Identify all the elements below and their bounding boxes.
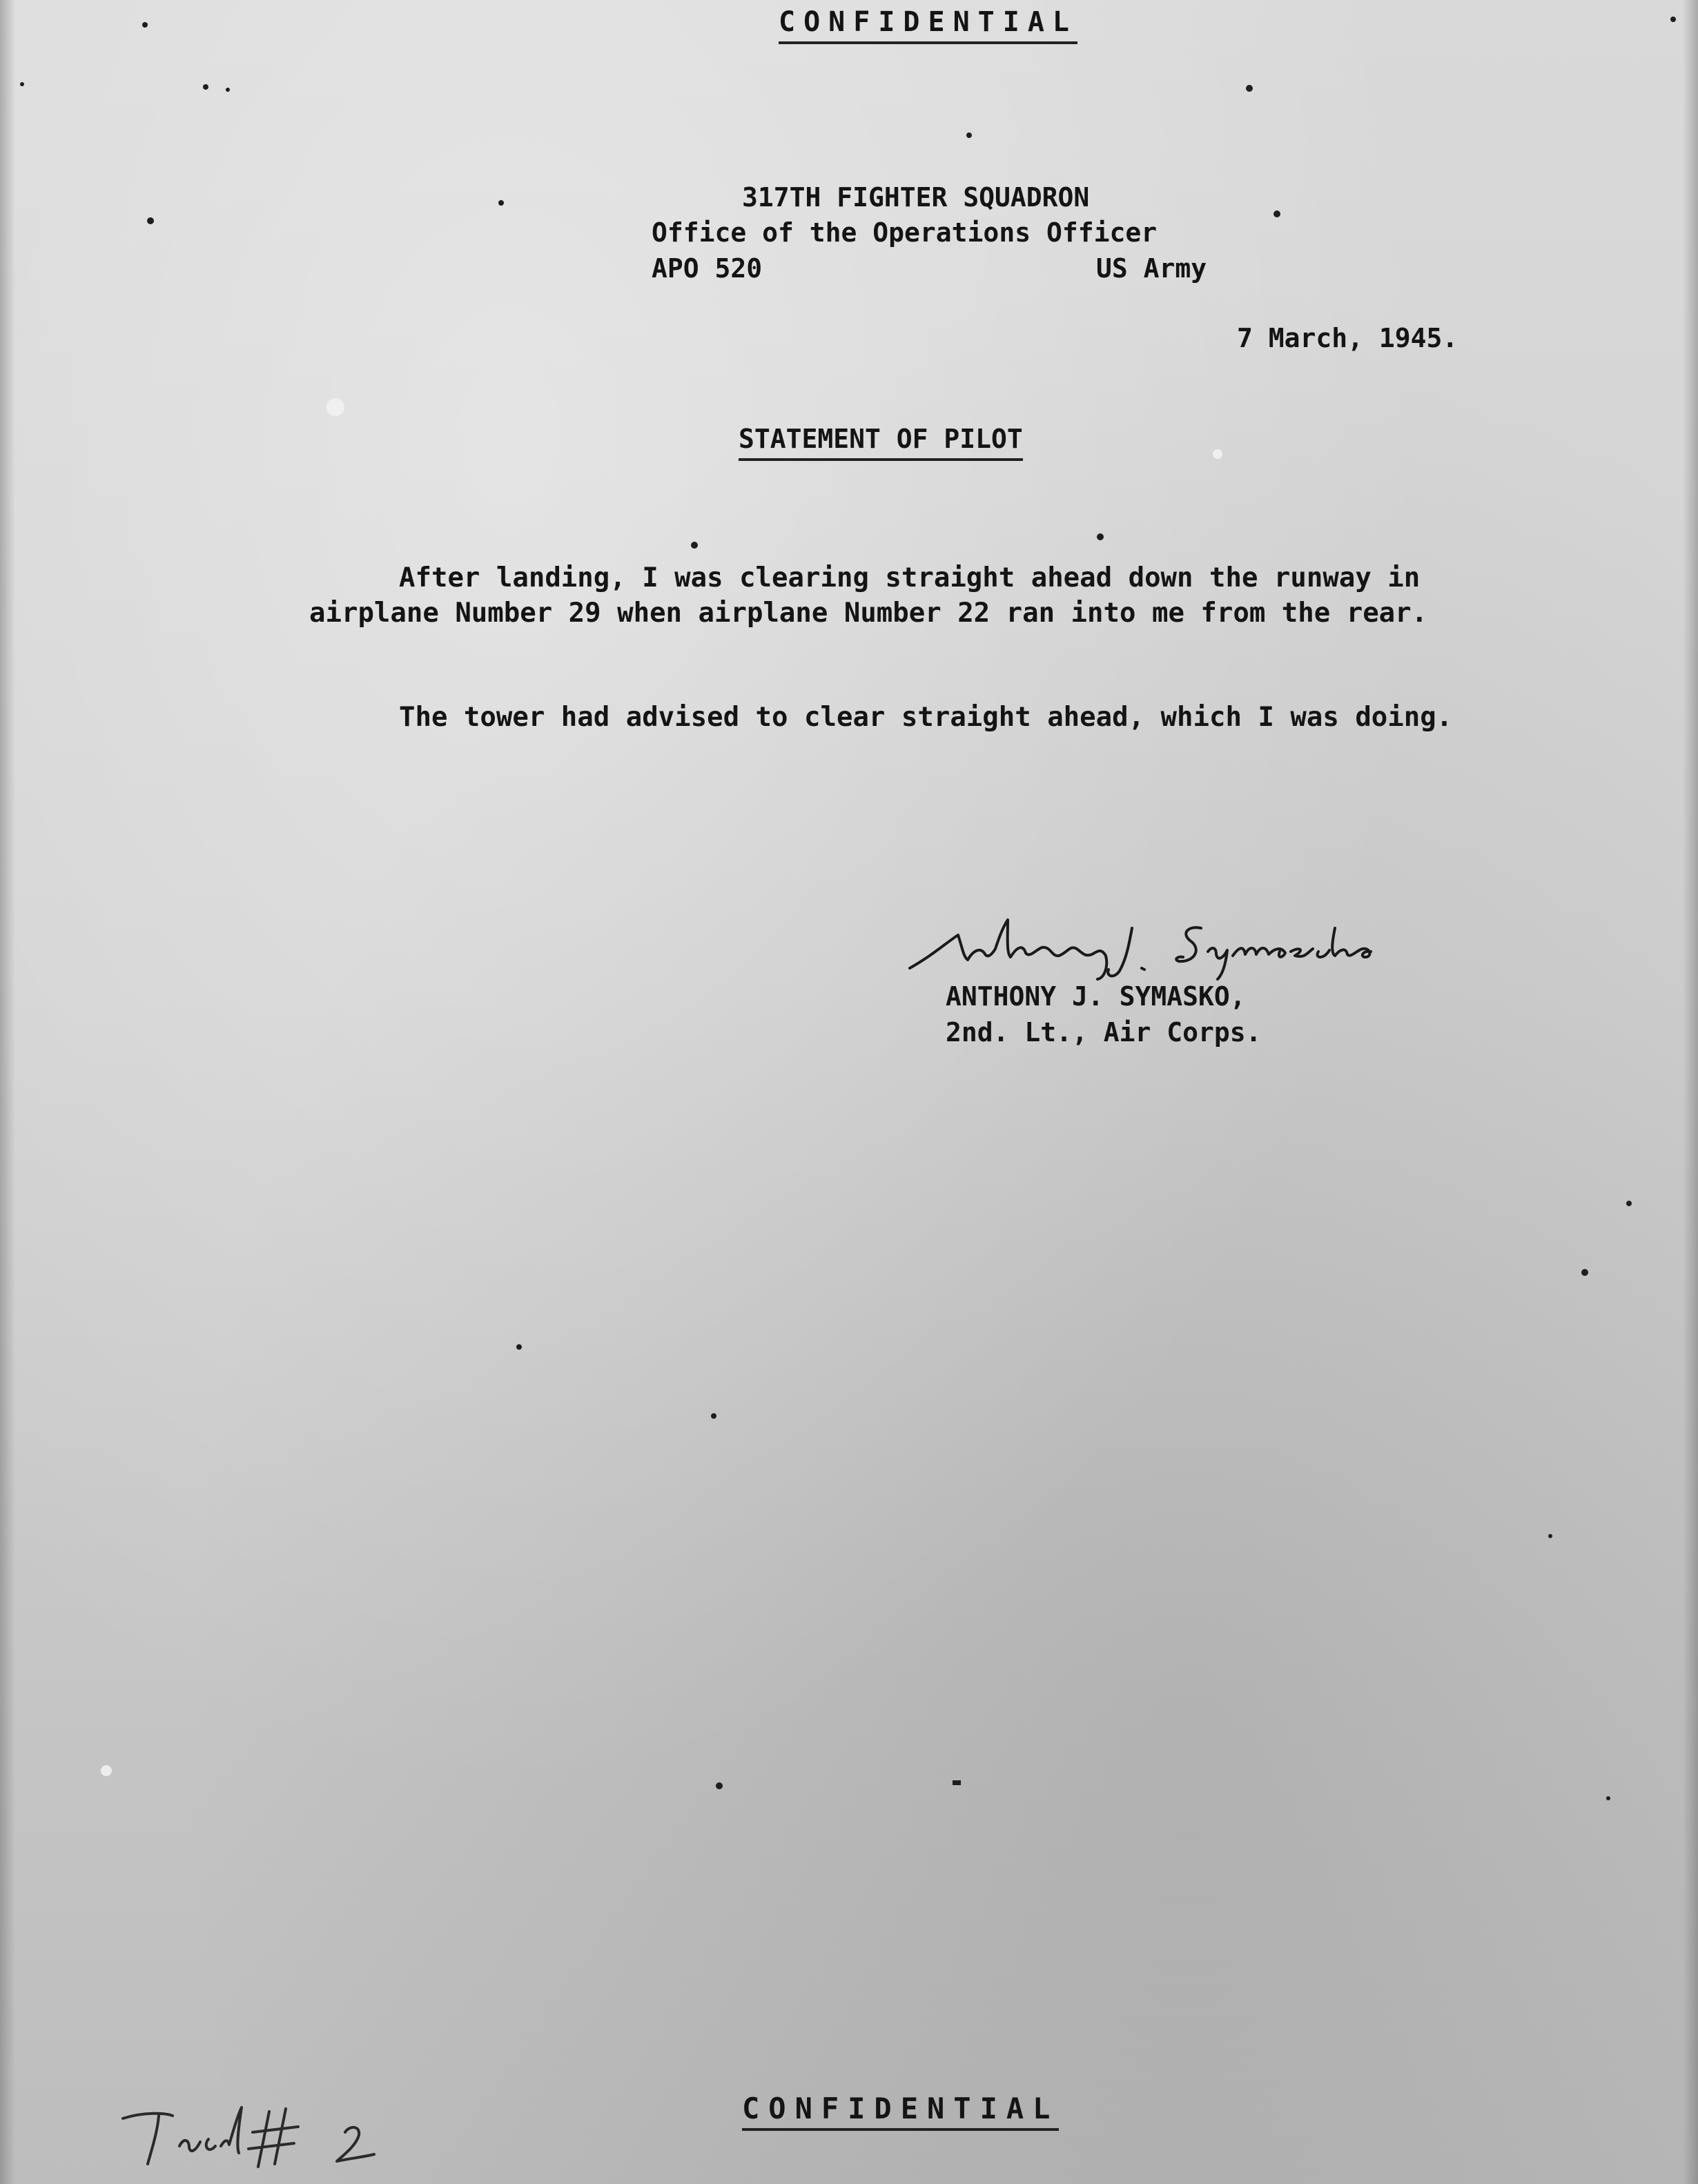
signatory-name: ANTHONY J. SYMASKO, (946, 981, 1246, 1012)
classification-top: CONFIDENTIAL (779, 4, 1077, 44)
handwritten-signature (904, 907, 1387, 983)
letterhead-army: US Army (1096, 253, 1207, 284)
page-right-edge-shadow (1683, 0, 1698, 2184)
page-left-edge-shadow (0, 0, 15, 2184)
document-date: 7 March, 1945. (1237, 323, 1458, 353)
letterhead-unit: 317TH FIGHTER SQUADRON (742, 182, 1090, 213)
classification-bottom: CONFIDENTIAL (742, 2091, 1059, 2131)
signatory-rank: 2nd. Lt., Air Corps. (946, 1017, 1262, 1047)
handwritten-enclosure-note (117, 2098, 421, 2174)
letterhead-apo: APO 520 (652, 253, 763, 284)
document-title: STATEMENT OF PILOT (739, 421, 1023, 461)
statement-paragraph-2: The tower had advised to clear straight ahead, which I was doing. (399, 702, 1453, 733)
letterhead-office: Office of the Operations Officer (652, 217, 1158, 248)
statement-paragraph-1: After landing, I was clearing straight ahead down the runway in airplane Number 29 when airplane Number 22 ran into me from the rear. (309, 562, 1428, 629)
